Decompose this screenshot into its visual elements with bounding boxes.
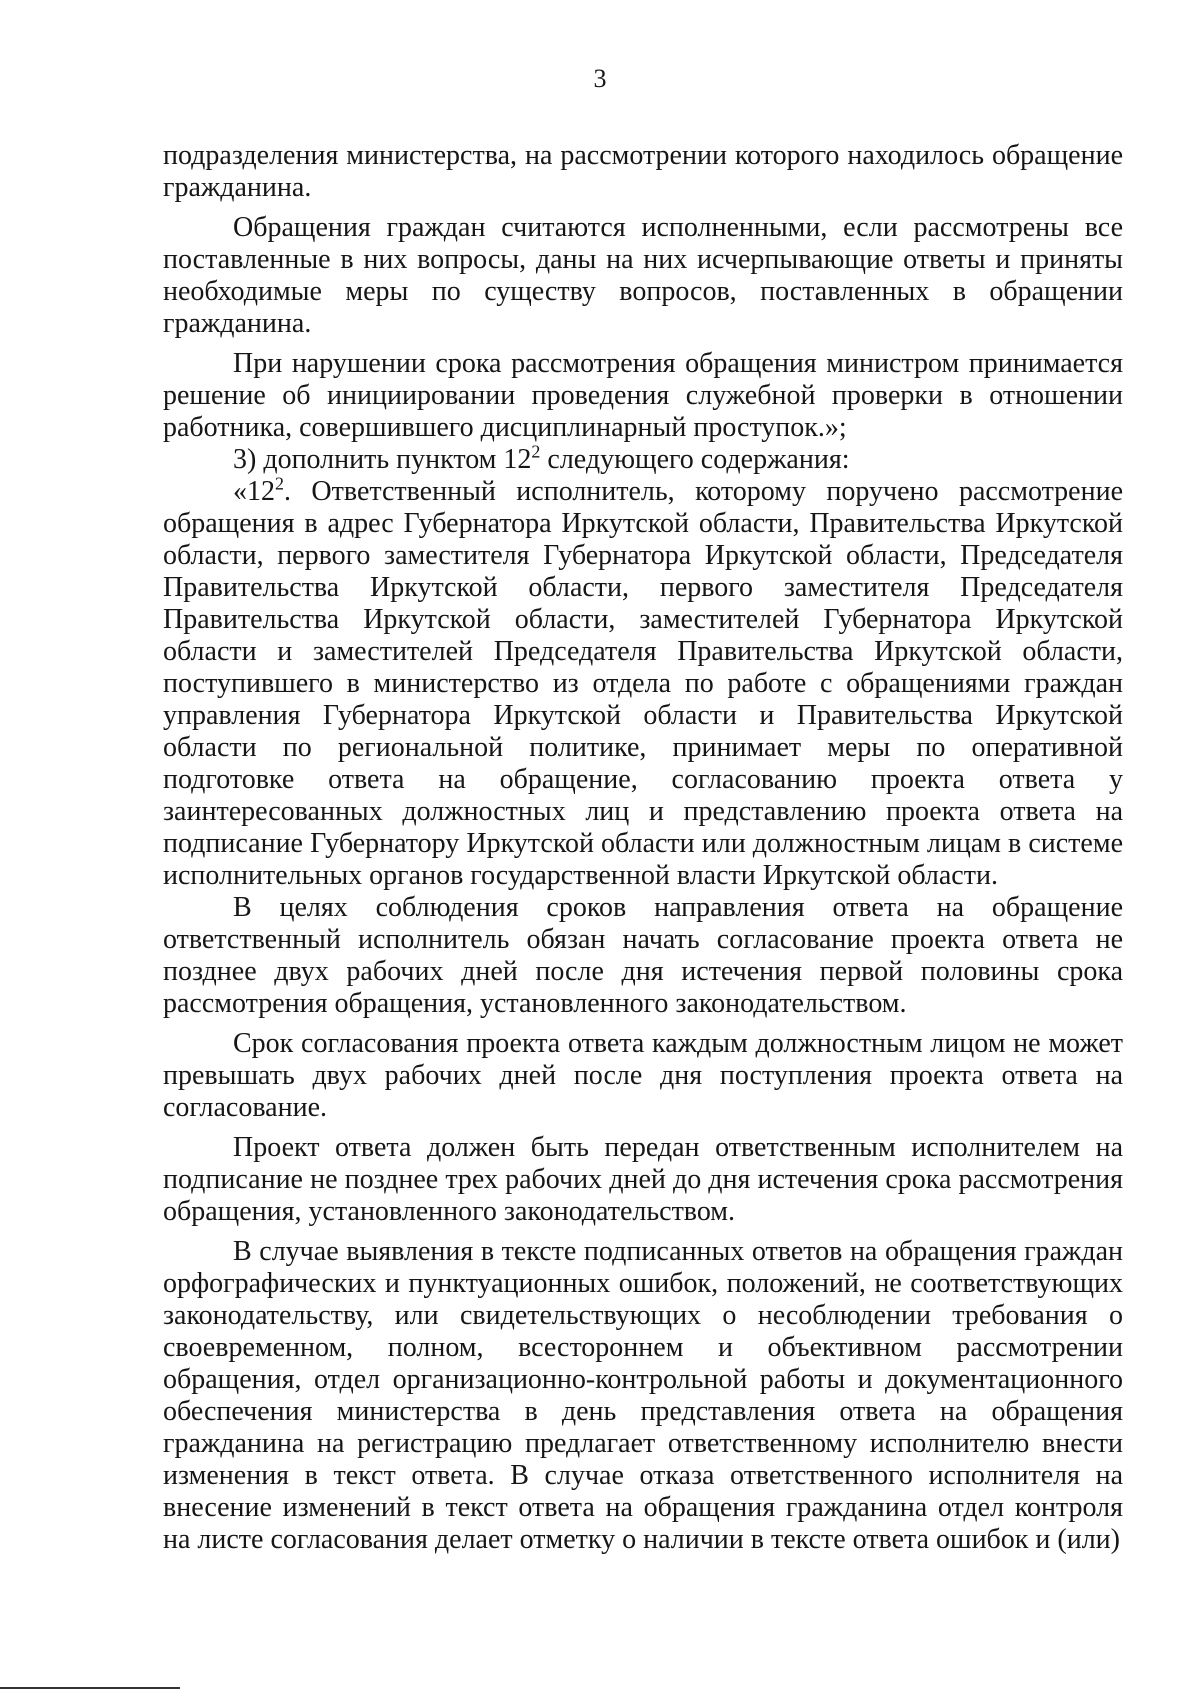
paragraph-approval-start: В целях соблюдения сроков направления ответа на обращение ответственный исполнитель обязан начать согласование проекта ответа не позднее двух рабочих дней после дня истечения первой половины срока рассмотрения обращения, установленного законодательством. [163,892,1123,1019]
paragraph-draft-transfer: Проект ответа должен быть передан ответственным исполнителем на подписание не позднее трех рабочих дней до дня истечения срока рассмотрения обращения, установленного законодательством. [163,1132,1123,1227]
paragraph-amendment-item-3: 3) дополнить пунктом $12^2$ следующего содержания: [233,441,850,475]
paragraph-approval-term: Срок согласования проекта ответа каждым должностным лицом не может превышать двух рабочих дней после дня поступления проекта ответа на согласование. [163,1028,1123,1123]
paragraph-errors-detected: В случае выявления в тексте подписанных ответов на обращения граждан орфографических и пунктуационных ошибок, положений, не соответствующих законодательству, или свидетельствующих о несоблюдении требования о своевременном, полном, всестороннем и объективном рассмотрении обращения, отдел организационно-контрольной работы и документационного обеспечения министерства в день представления ответа на обращения гражданина на регистрацию предлагает ответственному исполнителю внести изменения в текст ответа. В случае отказа ответственного исполнителя на внесение изменений в текст ответа на обращения гражданина отдел контроля на листе согласования делает отметку о наличии в тексте ответа ошибок и (или) [163,1236,1123,1555]
paragraph-appeals-executed: Обращения граждан считаются исполненными, если рассмотрены все поставленные в них вопросы, даны на них исчерпывающие ответы и приняты необходимые меры по существу вопросов, поставленных в обращении гражданина. [163,212,1123,339]
paragraph-continuation: подразделения министерства, на рассмотрении которого находилось обращение гражданина. [163,140,1123,203]
paragraph-clause-12-2: «$12^2$. Ответственный исполнитель, которому поручено рассмотрение обращения в адрес Губернатора Иркутской области, Правительства Иркутской области, первого заместителя Губернатора Иркутской области, Председателя Правительства Иркутской области, первого заместителя Председателя Правительства Иркутской области, заместителей Губернатора Иркутской области и заместителей Председателя Правительства Иркутской области, поступившего в министерство из отдела по работе с обращениями граждан управления Губернатора Иркутской области и Правительства Иркутской области по региональной политике, принимает меры по оперативной подготовке ответа на обращение, согласованию проекта ответа у заинтересованных должностных лиц и представлению проекта ответа на подписание Губернатору Иркутской области или должностным лицам в системе исполнительных органов государственной власти Иркутской области. [163,473,1123,891]
bottom-rule [0,1687,180,1689]
paragraph-deadline-violation: При нарушении срока рассмотрения обращения министром принимается решение об инициировании проведения служебной проверки в отношении работника, совершившего дисциплинарный проступок.»; [163,348,1123,443]
page-number: 3 [593,64,607,93]
document-body [163,140,1123,1556]
